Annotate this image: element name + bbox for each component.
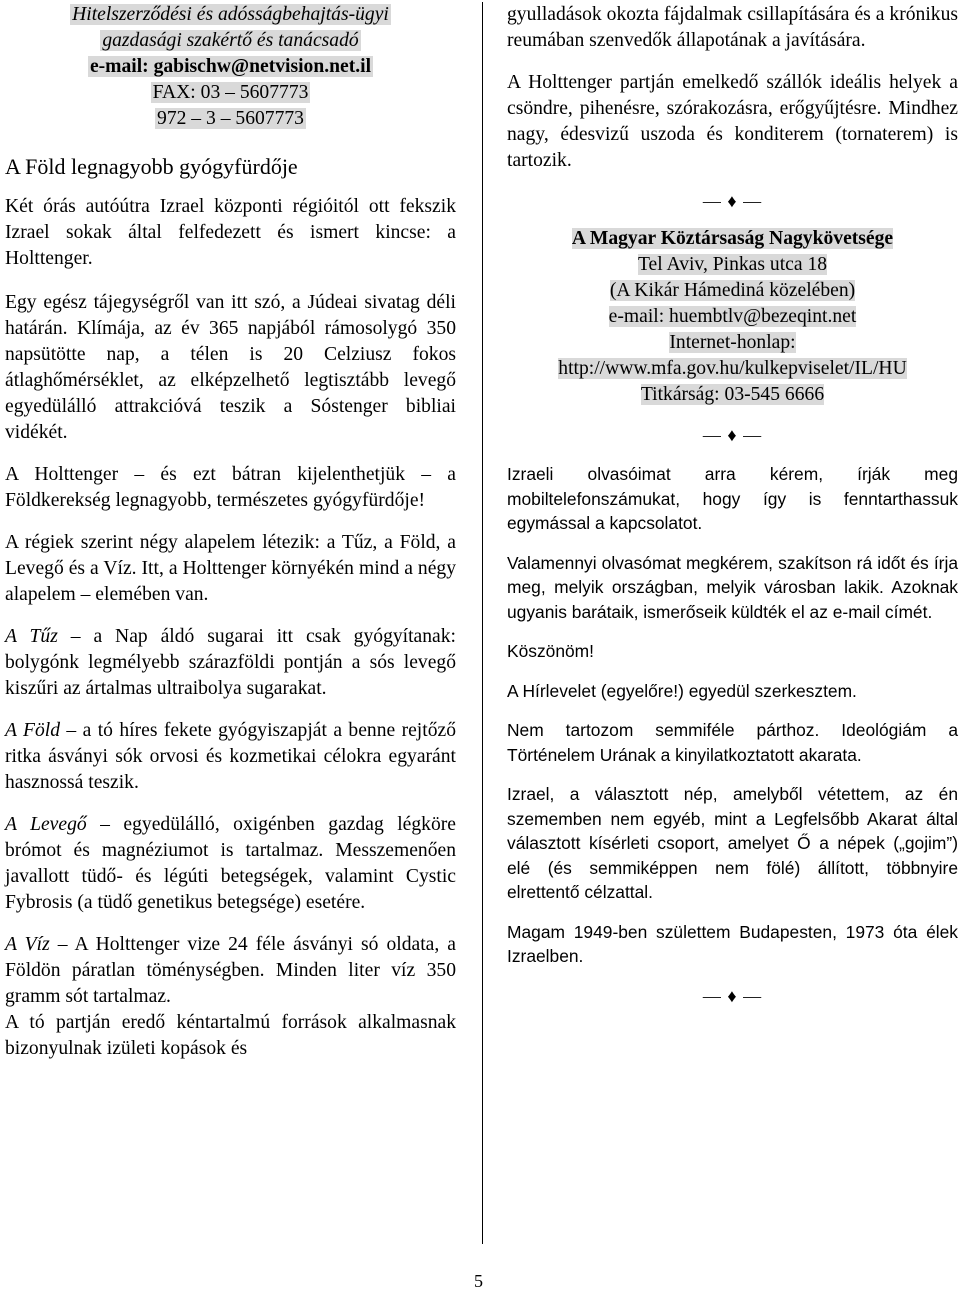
paragraph-water: A Víz – A Holttenger vize 24 féle ásványi só oldata, a Földön páratlan töménységben. Minden liter víz 350 gramm sót tartalmaz. <box>5 934 456 1007</box>
header-phone: 972 – 3 – 5607773 <box>157 108 304 129</box>
paragraph: Két órás autóútra Izrael központi régióitól ott fekszik Izrael sokak által felfedezett és ismert kincse: a Holttenger. <box>5 196 456 269</box>
header-line: Hitelszerződési és adósságbehajtás-ügyi <box>72 4 389 25</box>
embassy-url: http://www.mfa.gov.hu/kulkepviselet/IL/HU <box>558 358 907 379</box>
note: Nem tartozom semmiféle párthoz. Ideológiám a Történelem Urának a kinyilatkoztatott akarata. <box>507 720 958 765</box>
embassy-title: A Magyar Köztársaság Nagykövetsége <box>571 228 894 249</box>
paragraph: gyulladások okozta fájdalmak csillapítására és a krónikus reumában szenvedők állapotának a javítására. <box>507 4 958 51</box>
note: Köszönöm! <box>507 641 594 661</box>
header-fax: FAX: 03 – 5607773 <box>152 82 309 103</box>
embassy-web-label: Internet-honlap: <box>669 332 796 353</box>
paragraph: A Holttenger partján emelkedő szállók ideális helyek a csöndre, pihenésre, szórakozásra, erőgyűjtésre. Mindhez nagy, édesvizű uszoda és konditerem (tornaterem) is tartozik. <box>507 72 958 171</box>
paragraph: A Holttenger – és ezt bátran kijelenthetjük – a Földkerekség legnagyobb, természetes gyógyfürdője! <box>5 464 456 511</box>
header-line: gazdasági szakértő és tanácsadó <box>102 30 359 51</box>
note: A Hírlevelet (egyelőre!) egyedül szerkesztem. <box>507 680 857 701</box>
column-divider <box>482 2 483 1244</box>
embassy-landmark: (A Kikár Hámediná közelében) <box>609 280 856 301</box>
separator: — ♦ — <box>702 425 763 445</box>
paragraph-fire: A Tűz – a Nap áldó sugarai itt csak gyógyítanak: bolygónk legmélyebb szárazföldi pontján a sós levegő kiszűri az ártalmas ultraibolya sugarakat. <box>5 626 456 699</box>
embassy-email: e-mail: huembtlv@bezeqint.net <box>608 306 857 327</box>
paragraph: A régiek szerint négy alapelem létezik: a Tűz, a Föld, a Levegő és a Víz. Itt, a Holttenger környékén mind a négy alapelem – elemében van. <box>5 532 456 605</box>
separator: — ♦ — <box>702 985 763 1006</box>
embassy-block <box>507 226 958 408</box>
embassy-address: Tel Aviv, Pinkas utca 18 <box>637 254 828 275</box>
right-column <box>507 2 958 1009</box>
paragraph: Egy egész tájegységről van itt szó, a Júdeai sivatag déli határán. Klímája, az év 365 napjából rámosolygó 350 napsütötte nap, a télen is 20 Celziusz fokos átlaghőmérséklet, az elképzelhető legtisztább levegő egyedülálló attrakcióvá teszik a Sóstenger bibliai vidékét. <box>5 292 456 443</box>
page-number: 5 <box>474 1271 483 1291</box>
note: Izraeli olvasóimat arra kérem, írják meg mobiltelefonszámukat, hogy így is fenntarthassuk egymással a kapcsolatot. <box>507 464 958 533</box>
note: Valamennyi olvasómat megkérem, szakítson rá időt és írja meg, melyik országban, melyik városban lakik. Azoknak ugyanis barátaik, ismerőseik küldték el az e-mail címét. <box>507 552 958 622</box>
editor-notes <box>507 462 958 969</box>
note: Izrael, a választott nép, amelyből vétettem, az én szememben nem egyéb, mint a Legfelsőbb Akarat által választott kísérleti csoport, amelyet Ő a népek („gojim”) elé (és semmiképpen nem fölé) állított, többnyire elrettentő célzattal. <box>507 784 958 902</box>
article-title: A Föld legnagyobb gyógyfürdője <box>5 154 298 179</box>
paragraph-air: A Levegő – egyedülálló, oxigénben gazdag légköre brómot és magnéziumot is tartalmaz. Messzemenően javallott tüdő- és légúti betegségek, valamint Cystic Fybrosis (a tüdő genetikus betegsége) esetére. <box>5 814 456 913</box>
paragraph-earth: A Föld – a tó híres fekete gyógyiszapját a benne rejtőző ritka ásványi sók orvosi és kozmetikai célokra egyaránt hasznossá teszik. <box>5 720 456 793</box>
separator: — ♦ — <box>702 191 763 211</box>
embassy-phone: Titkárság: 03-545 6666 <box>640 384 825 405</box>
left-column <box>5 2 456 1062</box>
header-email: e-mail: gabischw@netvision.net.il <box>89 56 372 77</box>
paragraph: A tó partján eredő kéntartalmú források alkalmasnak bizonyulnak izületi kopások és <box>5 1012 456 1059</box>
note: Magam 1949-ben születtem Budapesten, 1973 óta élek Izraelben. <box>507 921 958 966</box>
